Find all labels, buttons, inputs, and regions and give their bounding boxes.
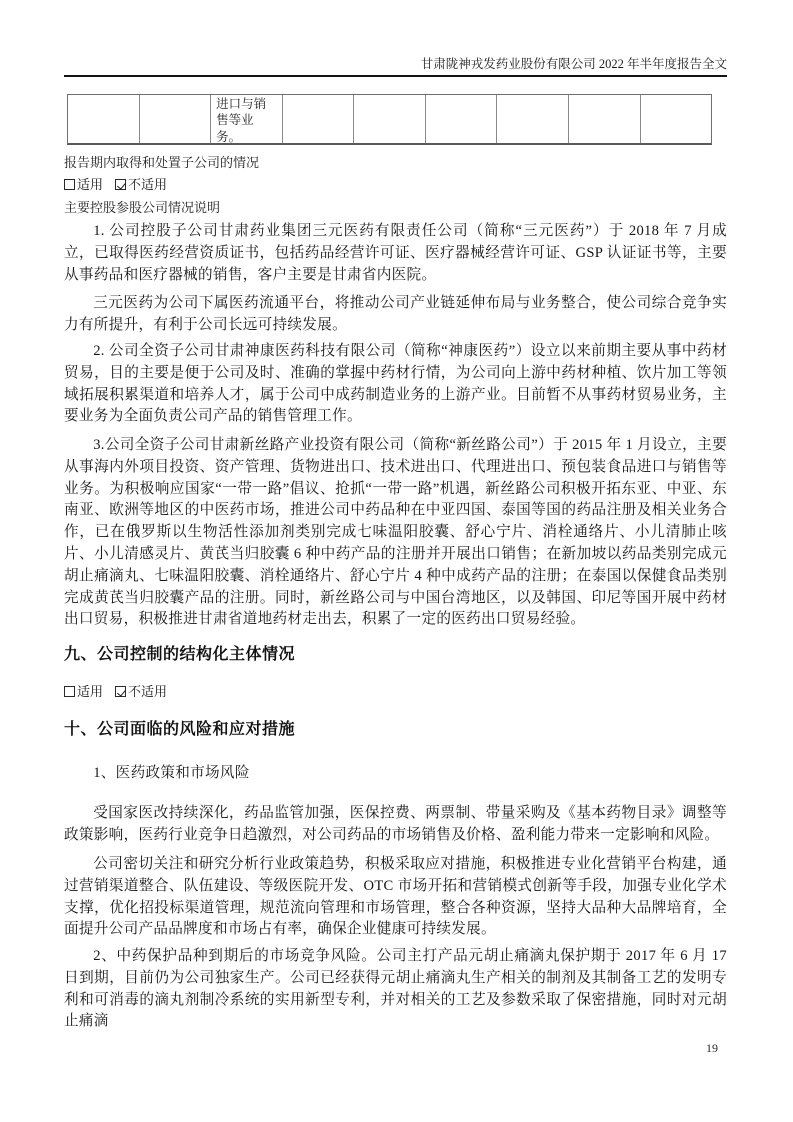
applicability-row-subsidiaries — [64, 177, 727, 193]
running-header-title: 甘肃陇神戎发药业股份有限公司 2022 年半年度报告全文 — [420, 57, 727, 71]
checkbox-unchecked-icon — [64, 179, 75, 190]
paragraph-policy-response: 公司密切关注和研究分析行业政策趋势，积极采取应对措施，积极推进专业化营销平台构建，通过营销渠道整合、队伍建设、等级医院开发、OTC 市场开拓和营销模式创新等手段，加强专业化学术支撑，优化招投标渠道管理，规范流向管理和市场管理，整合各种资源，坚持大品种大品牌培育，全面提升公司产品品牌度和市场占有率，确保企业健康可持续发展。 — [64, 856, 727, 938]
checkbox-checked-icon — [115, 179, 126, 190]
subsidiary-table-fragment — [67, 94, 712, 145]
paragraph-shenkang: 2. 公司全资子公司甘肃神康医药科技有限公司（简称“神康医药”）设立以来前期主要从事中药材贸易，目的主要是便于公司及时、准确的掌握中药材行情，为公司向上游中药材种植、饮片加工等领域拓展积累渠道和培养人才，属于公司中成药制造业务的上游产业。目前暂不从事药材贸易业务，主要业务为全面负责公司产品的销售管理工作。 — [64, 343, 727, 425]
paragraph-sanyuan-2: 三元医药为公司下属医药流通平台，将推动公司产业链延伸布局与业务整合，使公司综合竞争实力有所提升，有利于公司长远可持续发展。 — [64, 295, 727, 333]
table-cell — [282, 95, 354, 143]
section10-heading: 十、公司面临的风险和应对措施 — [64, 721, 296, 738]
not-applicable-label: 不适用 — [128, 684, 168, 699]
table-cell-business-scope: 进口与销售等业务。 — [210, 95, 282, 143]
applicability-row-section9 — [64, 684, 727, 700]
checkbox-unchecked-icon — [64, 686, 75, 697]
checkbox-checked-icon — [115, 686, 126, 697]
holding-companies-note-label: 主要控股参股公司情况说明 — [64, 200, 221, 215]
table-cell — [425, 95, 497, 143]
paragraph-policy-risk: 受国家医改持续深化，药品监管加强，医保控费、两票制、带量采购及《基本药物目录》调整等政策影响，医药行业竞争日趋激烈，对公司药品的市场销售及价格、盈利能力带来一定影响和风险。 — [64, 805, 727, 843]
risk1-subheading: 1、医药政策和市场风险 — [93, 765, 250, 781]
table-cell — [568, 95, 640, 143]
section9-heading: 九、公司控制的结构化主体情况 — [64, 646, 296, 663]
acquired-disposed-label: 报告期内取得和处置子公司的情况 — [64, 155, 260, 170]
paragraph-protection-expiry-risk: 2、中药保护品种到期后的市场竞争风险。公司主打产品元胡止痛滴丸保护期于 2017 年 6 月 17 日到期，目前仍为公司独家生产。公司已经获得元胡止痛滴丸生产相关的制剂及其制备工艺的发明专利和可消毒的滴丸剂制冷系统的实用新型专利，并对相关的工艺及参数采取了保密措施，同时对元胡止痛滴 — [64, 948, 727, 1030]
table-cell — [68, 95, 139, 143]
table-cell — [139, 95, 211, 143]
paragraph-silkroad: 3.公司全资子公司甘肃新丝路产业投资有限公司（简称“新丝路公司”）于 2015 年 1 月设立，主要从事海内外项目投资、资产管理、货物进出口、技术进出口、代理进出口、预包装食品进口与销售等业务。为积极响应国家“一带一路”倡议、抢抓“一带一路”机遇，新丝路公司积极开拓东亚、中亚、东南亚、欧洲等地区的中医药市场，推进公司中药品种在中亚四国、泰国等国的药品注册及相关业务合作，已在俄罗斯以生物活性添加剂类别完成七味温阳胶囊、舒心宁片、消栓通络片、小儿清肺止咳片、小儿清感灵片、黄芪当归胶囊 6 种中药产品的注册并开展出口销售；在新加坡以药品类别完成元胡止痛滴丸、七味温阳胶囊、消栓通络片、舒心宁片 4 种中成药产品的注册；在泰国以保健食品类别完成黄芪当归胶囊产品的注册。同时，新丝路公司与中国台湾地区，以及韩国、印尼等国开展中药材出口贸易，积极推进甘肃省道地药材走出去，积累了一定的医药出口贸易经验。 — [64, 437, 727, 628]
applicable-label: 适用 — [77, 684, 104, 699]
table-cell — [353, 95, 425, 143]
not-applicable-label: 不适用 — [128, 177, 168, 192]
paragraph-sanyuan-1: 1. 公司控股子公司甘肃药业集团三元医药有限责任公司（简称“三元医药”）于 2018 年 7 月成立，已取得医药经营资质证书，包括药品经营许可证、医疗器械经营许可证、GSP 认证证书等，主要从事药品和医疗器械的销售，客户主要是甘肃省内医院。 — [64, 223, 727, 283]
table-cell — [640, 95, 712, 143]
header-rule — [64, 75, 727, 77]
table-cell — [496, 95, 568, 143]
applicable-label: 适用 — [77, 177, 104, 192]
page-number: 19 — [706, 1041, 718, 1055]
